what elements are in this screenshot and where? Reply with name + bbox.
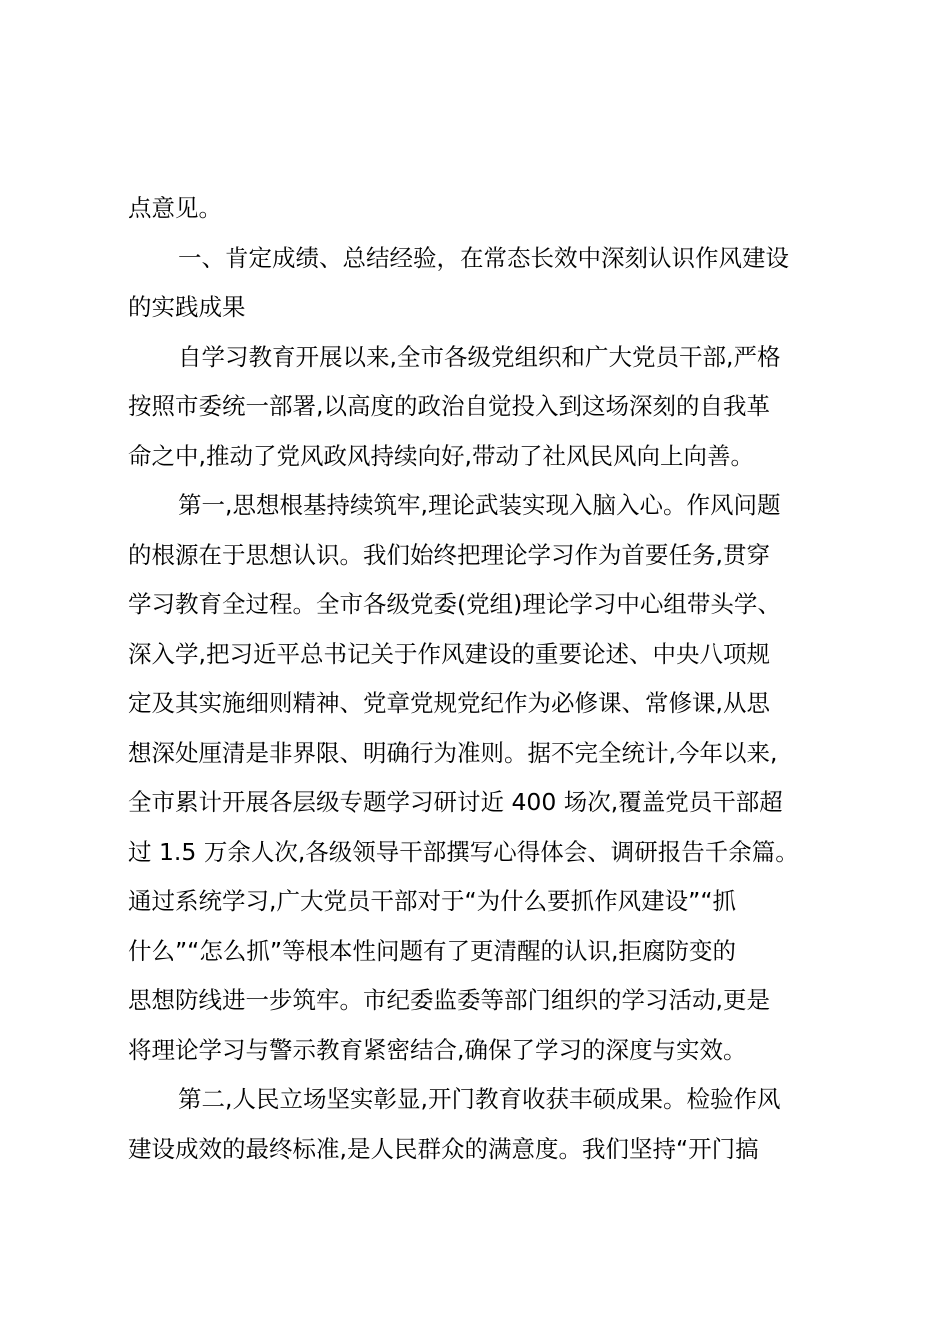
text-line-6: 命之中,推动了党风政风持续向好,带动了社风民风向上向善。 [128, 441, 754, 470]
section-heading-line-2: 的实践成果 [128, 293, 246, 321]
text-line-17: 思想防线进一步筑牢。市纪委监委等部门组织的学习活动,更是 [128, 986, 770, 1014]
body-text [128, 184, 838, 1174]
text-line-13: 全市累计开展各层级专题学习研讨近 400 场次,覆盖党员干部超 [128, 788, 783, 816]
text-line-5: 按照市委统一部署,以高度的政治自觉投入到这场深刻的自我革 [128, 392, 770, 420]
text-line-9: 学习教育全过程。全市各级党委(党组)理论学习中心组带头学、 [128, 590, 781, 618]
text-line-20: 建设成效的最终标准,是人民群众的满意度。我们坚持“开门搞 [128, 1134, 759, 1163]
text-line-16: 什么”“怎么抓”等根本性问题有了更清醒的认识,拒腐防变的 [128, 936, 736, 965]
text-line-19: 第二,人民立场坚实彰显,开门教育收获丰硕成果。检验作风 [178, 1085, 781, 1113]
text-line-7: 第一,思想根基持续筑牢,理论武装实现入脑入心。作风问题 [178, 491, 781, 519]
text-line-8: 的根源在于思想认识。我们始终把理论学习作为首要任务,贯穿 [128, 540, 770, 569]
text-line-15: 通过系统学习,广大党员干部对于“为什么要抓作风建设”“抓 [128, 887, 736, 915]
text-line-12: 想深处厘清是非界限、明确行为准则。据不完全统计,今年以来, [128, 738, 778, 767]
section-heading-line-1: 一、肯定成绩、总结经验，在常态长效中深刻认识作风建设 [178, 243, 789, 272]
text-line-10: 深入学,把习近平总书记关于作风建设的重要论述、中央八项规 [128, 639, 770, 668]
text-line-18: 将理论学习与警示教育紧密结合,确保了学习的深度与实效。 [128, 1035, 747, 1064]
text-line-11: 定及其实施细则精神、党章党规党纪作为必修课、常修课,从思 [128, 689, 770, 717]
text-line-1: 点意见。 [128, 194, 222, 222]
text-line-4: 自学习教育开展以来,全市各级党组织和广大党员干部,严格 [178, 342, 781, 371]
text-line-14: 过 1.5 万余人次,各级领导干部撰写心得体会、调研报告千余篇。 [128, 837, 799, 866]
